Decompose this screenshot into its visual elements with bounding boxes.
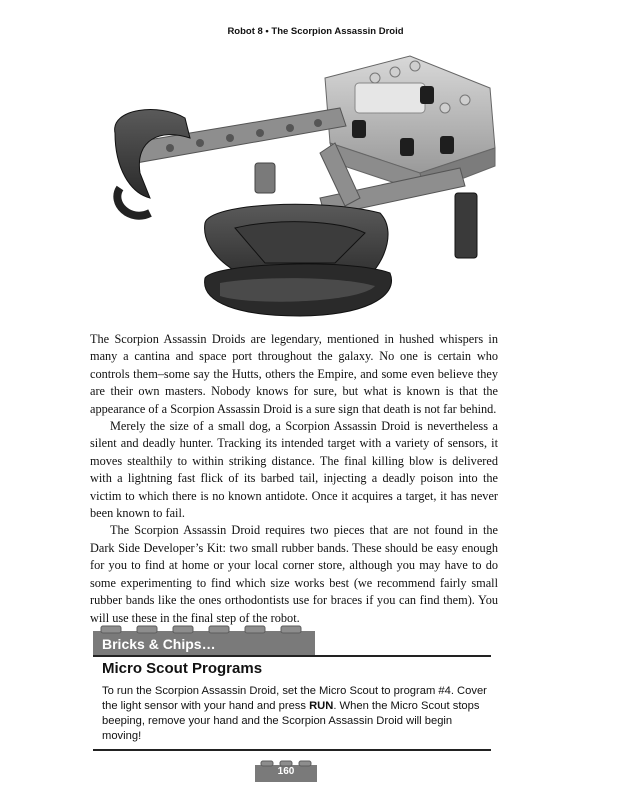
sidebar-title: Micro Scout Programs <box>102 660 263 677</box>
running-header: Robot 8 • The Scorpion Assassin Droid <box>227 26 404 37</box>
paragraph: Merely the size of a small dog, a Scorpion Assassin Droid is nevertheless a silent and deadly hunter. Tracking its intended target with a variety of sensors, it moves stealthily to within striking distance. The final killing blow is delivered with a lightning fast flick of its barbed tail, injecting a deadly poison into the victim to which there is no known antidote. Once it acquires a target, it has never been known to fail. <box>90 419 498 521</box>
page-number: 160 <box>277 766 295 777</box>
page-number-brick <box>255 760 317 782</box>
sidebar-top-rule <box>93 655 491 657</box>
sidebar-bottom-rule <box>93 749 491 751</box>
sidebar-text-part: To run the Scorpion Assassin Droid, set the Micro Scout to program #4. Cover the light sensor with your hand and press <box>102 685 487 712</box>
bricks-chips-label: Bricks & Chips… <box>102 636 216 652</box>
bricks-banner <box>93 625 315 655</box>
bricks-and-chips-sidebar <box>93 625 491 751</box>
sidebar-text-part: . When the Micro Scout stops beeping, remove your hand and the Scorpion Assassin Droid will begin moving! <box>102 700 480 742</box>
sidebar-text <box>102 684 487 744</box>
body-text <box>90 331 498 627</box>
paragraph: The Scorpion Assassin Droid requires two pieces that are not found in the Dark Side Developer’s Kit: two small rubber bands. These should be easy enough for you to find at home or your local corner store, although you may have to do some experimenting to find which size works best (we recommend fairly small rubber bands like the ones orthodontists use for braces if you can find them). You will use these in the final step of the robot. <box>90 523 498 625</box>
paragraph: The Scorpion Assassin Droids are legendary, mentioned in hushed whispers in many a cantina and space port throughout the galaxy. No one is certain who controls them–some say the Hutts, others the Empire, and some even believe they are their own masters. Nobody knows for sure, but what is known is that the appearance of a Scorpion Assassin Droid is a sure sign that death is not far behind. <box>90 332 498 416</box>
scorpion-droid-illustration <box>90 48 530 323</box>
run-keyword: RUN <box>309 700 334 712</box>
